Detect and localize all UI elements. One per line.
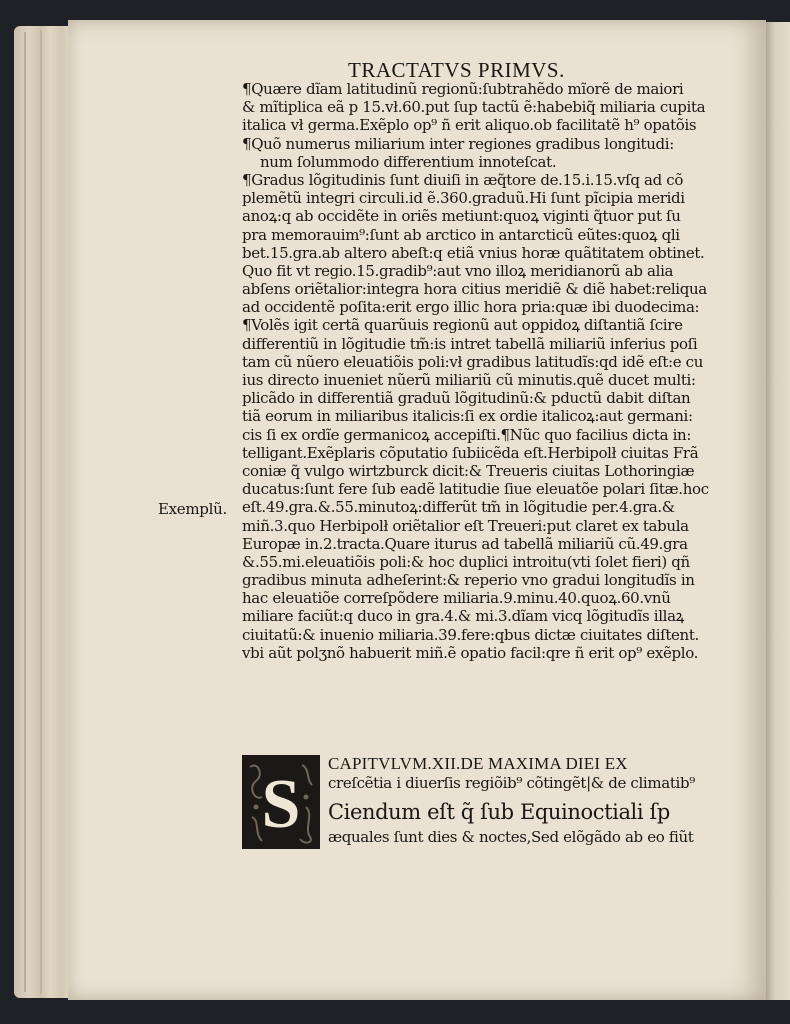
text-line: ¶Gradus lõgitudinis ſunt diuiſi in æq̃tore de.15.i.15.vſq ad cõ (242, 170, 684, 189)
text-line: differentiũ in lõgitudie tm̃:is intret tabellã miliariũ inferius poſi (242, 334, 698, 353)
text-line: italica vł germa.Exẽplo op⁹ ñ erit aliquo.ob facilitatẽ h⁹ opatõis (242, 116, 697, 135)
text-line: abſens oriẽtalior:integra hora citius meridiẽ & diẽ habet:reliqua (242, 280, 707, 299)
text-line: anoꝝ:q ab occidẽte in oriẽs metiunt:quoꝝ viginti q̃tuor put ſu (242, 207, 681, 226)
text-line: vbi aũt polʒnõ habuerit miñ.ẽ opatio facil:qre ñ erit op⁹ exẽplo. (242, 643, 699, 662)
text-line: ius directo inueniet nũerũ miliariũ cũ minutis.quẽ ducet multi: (242, 371, 696, 389)
running-head: TRACTATVS PRIMVS. (348, 58, 565, 82)
text-line: ¶Quære dĩam latitudinũ regionũ:ſubtrahẽdo mĩorẽ de maiori (242, 80, 684, 98)
chapter-heading (328, 755, 738, 846)
text-line: hac eleuatiõe correſpõdere miliaria.9.minu.40.quoꝝ.60.vnũ (242, 589, 671, 608)
chapter-subtitle: creſcẽtia i diuerſis regiõib⁹ cõtingẽt|& de climatib⁹ (328, 773, 695, 792)
decorated-initial-s-icon (242, 755, 320, 849)
text-line: æquales ſunt dies & noctes,Sed elõgãdo ab eo fiũt (328, 827, 694, 846)
text-line: gradibus minuta adheſerint:& reperio vno gradui longitudĩs in (242, 571, 695, 590)
text-line: ducatus:ſunt fere ſub eadẽ latitudie ſiue eleuatõe polari ſitæ.hoc (242, 480, 709, 499)
book-page-edges (14, 26, 74, 998)
initial-letter: S (261, 766, 301, 843)
text-line: tiã eorum in miliaribus italicis:ſi ex ordie italicoꝝ:aut germani: (242, 407, 693, 426)
section-heading-line: num ſolummodo differentium innoteſcat. (260, 152, 557, 171)
text-line: tam cũ nũero eleuatiõis poli:vł gradibus latitudĩs:qd idẽ eſt:e cu (242, 352, 704, 371)
book-page (68, 20, 766, 1000)
text-line: Europæ in.2.tracta.Quare iturus ad tabellã miliariũ cũ.49.gra (242, 534, 688, 553)
text-line: ad occidentẽ poſita:erit ergo illic hora pria:quæ ibi duodecima: (242, 298, 700, 317)
text-line: pra memorauim⁹:ſunt ab arctico in antarcticũ eũtes:quoꝝ qli (242, 225, 680, 244)
text-line: eſt.49.gra.&.55.minutoꝝ:differũt tm̃ in lõgitudie per.4.gra.& (242, 498, 675, 517)
text-line: miliare faciũt:q duco in gra.4.& mi.3.dĩam vicq lõgitudĩs illaꝝ (242, 607, 684, 626)
margin-note: Exemplũ. (158, 500, 227, 518)
main-text-block (242, 80, 732, 662)
text-line: bet.15.gra.ab altero abeſt:q etiã vnius horæ quãtitatem obtinet. (242, 243, 705, 262)
chapter-title: CAPITVLVM.XII.DE MAXIMA DIEI EX (328, 754, 628, 773)
text-line: ciuitatũ:& inuenio miliaria.39.fere:qbus dictæ ciuitates diſtent. (242, 625, 699, 644)
text-line: & mĩtiplica eã p 15.vł.60.put ſup tactũ ẽ:habebiq̃ miliaria cupita (242, 98, 706, 117)
facing-page-edge (764, 22, 790, 1000)
text-line: cis ſi ex ordĩe germanicoꝝ accepiſti.¶Nũc quo facilius dicta in: (242, 425, 692, 444)
text-line: telligant.Exẽplaris cõputatio ſubiicẽda eſt.Herbipolł ciuitas Frã (242, 443, 699, 462)
text-line: &.55.mi.eleuatiõis poli:& hoc duplici introitu(vti ſolet fieri) qñ (242, 552, 690, 571)
text-line: miñ.3.quo Herbipolł oriẽtalior eſt Treueri:put claret ex tabula (242, 516, 689, 535)
text-line: coniæ q̃ vulgo wirtzburck dicit:& Treueris ciuitas Lothoringiæ (242, 461, 695, 480)
text-line: plicãdo in differentiã graduũ lõgitudinũ:& pductũ dabit diſtan (242, 389, 691, 408)
section-heading-line: ¶Quõ numerus miliarium inter regiones gradibus longitudi: (242, 134, 674, 153)
chapter-incipit: Ciendum eſt q̃ ſub Equinoctiali ſp (328, 799, 670, 824)
text-line: plemẽtũ integri circuli.id ẽ.360.graduũ.Hi ſunt pĩcipia meridi (242, 189, 685, 208)
text-line: ¶Volẽs igit certã quarũuis regionũ aut oppidoꝝ diſtantiã ſcire (242, 316, 683, 335)
text-line: Quo fit vt regio.15.gradib⁹:aut vno illoꝝ meridianorũ ab alia (242, 261, 674, 280)
